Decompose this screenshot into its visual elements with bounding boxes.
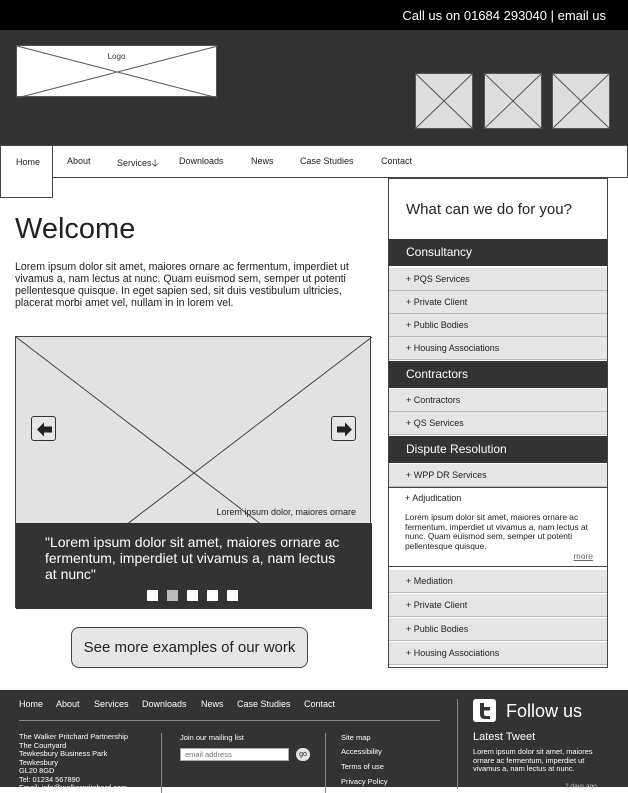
slider-dot[interactable] [207,590,218,601]
nav-item-news[interactable]: News [251,156,274,166]
logo-text: Logo [107,52,126,61]
slider-prev-button[interactable] [31,416,56,441]
testimonial-quote: "Lorem ipsum dolor sit amet, maiores ornare ac fermentum, imperdiet ut vivamus a, nam lectus at nunc" [45,534,340,582]
nav-item-services[interactable]: Services🡣 [117,158,159,169]
tweet-age: 2 days ago [565,783,597,790]
slider-dot[interactable] [187,590,198,601]
sidebar-item[interactable]: + WPP DR Services [389,464,607,487]
twitter-icon[interactable] [473,699,496,722]
twitter-t-icon [473,699,496,722]
footer-column-divider [161,733,162,793]
tweet-text: Lorem ipsum dolor sit amet, maiores ornare ac fermentum, imperdiet ut vivamus a, nam lectus at nunc. [473,747,593,773]
sidebar-item[interactable]: + Contractors [389,389,607,412]
image-placeholder-icon [485,74,541,128]
sidebar-item[interactable]: + Private Client [389,291,607,314]
expanded-item-text: Lorem ipsum dolor sit amet, maiores ornare ac fermentum, imperdiet ut vivamus a, nam lectus at nunc. Quam euismod sem, semper ut potenti pellentesque quisque. [405,512,588,551]
sidebar-heading-contractors[interactable]: Contractors [389,361,607,388]
footer-link-accessibility[interactable]: Accessibility [341,747,382,756]
footer-nav-contact[interactable]: Contact [304,699,336,709]
header-image [484,73,542,129]
services-sidebar [388,178,608,668]
footer-link-site-map[interactable]: Site map [341,733,371,742]
nav-item-contact[interactable]: Contact [381,156,413,166]
email-input[interactable] [180,748,289,761]
image-placeholder-icon [416,74,472,128]
sidebar-title: What can we do for you? [406,201,572,218]
nav-item-about[interactable]: About [67,156,91,166]
sidebar-item[interactable]: + Public Bodies [389,618,607,641]
footer-divider [19,720,440,721]
see-more-button[interactable]: See more examples of our work [71,627,308,668]
logo[interactable] [16,45,217,97]
image-slider [15,336,371,608]
expanded-item-title[interactable]: + Adjudication [405,493,462,503]
footer-nav-services[interactable]: Services [94,699,129,709]
sidebar-heading-dispute-resolution[interactable]: Dispute Resolution [389,436,607,463]
sidebar-item[interactable]: + PQS Services [389,268,607,291]
sidebar-item[interactable]: + Mediation [389,570,607,593]
footer-nav-about[interactable]: About [56,699,80,709]
latest-tweet-heading: Latest Tweet [473,731,536,743]
sidebar-item[interactable]: + Public Bodies [389,314,607,337]
contact-info[interactable]: Call us on 01684 293040 | email us [402,8,606,23]
arrow-right-icon [332,417,357,442]
slide-caption: Lorem ipsum dolor, maiores ornare [216,507,356,517]
sidebar-item[interactable]: + Housing Associations [389,337,607,360]
arrow-left-icon [32,417,57,442]
page-title: Welcome [15,213,136,245]
arrow-down-icon: 🡣 [151,158,159,169]
footer-column-divider [457,699,458,789]
header-image [415,73,473,129]
sidebar-item-expanded [389,487,607,567]
slider-dot[interactable] [147,590,158,601]
sidebar-item[interactable]: + QS Services [389,412,607,435]
footer-nav-downloads[interactable]: Downloads [142,699,187,709]
nav-item-home[interactable]: Home [0,145,53,198]
main-nav [0,145,628,178]
header-image [552,73,610,129]
footer-column-divider [325,733,326,793]
sidebar-item[interactable]: + Private Client [389,594,607,617]
more-link[interactable]: more [573,551,593,561]
footer [0,690,628,792]
quote-panel [16,523,372,609]
image-placeholder-icon [553,74,609,128]
footer-nav-news[interactable]: News [201,699,224,709]
top-bar [0,0,628,30]
slider-next-button[interactable] [331,416,356,441]
footer-nav-home[interactable]: Home [19,699,44,709]
company-address: The Walker Pritchard Partnership The Courtyard Tewkesbury Business Park Tewkesbury GL20 8GD Tel: 01234 567890 Email: info@walkerpritchard.com [19,732,128,792]
subscribe-button[interactable]: go [296,748,310,761]
intro-text: Lorem ipsum dolor sit amet, maiores ornare ac fermentum, imperdiet ut vivamus a, nam lectus at nunc. Quam euismod sem, semper ut potenti pellentesque quisque. In eget sapien sed, sit duis vestibulum ultricies, placerat morbi amet vel, nullam in in lorem vel. [15,261,349,309]
sidebar-heading-consultancy[interactable]: Consultancy [389,239,607,266]
footer-nav-case-studies[interactable]: Case Studies [237,699,291,709]
header [0,30,628,145]
follow-us-heading: Follow us [506,701,583,721]
nav-item-downloads[interactable]: Downloads [179,156,224,166]
sidebar-item[interactable]: + Housing Associations [389,642,607,665]
slider-dot[interactable] [227,590,238,601]
footer-link-terms[interactable]: Terms of use [341,762,384,771]
footer-link-privacy[interactable]: Privacy Policy [341,777,388,786]
mailing-list-label: Join our mailing list [180,733,244,742]
slider-dot[interactable] [167,590,178,601]
nav-item-case-studies[interactable]: Case Studies [300,156,354,166]
